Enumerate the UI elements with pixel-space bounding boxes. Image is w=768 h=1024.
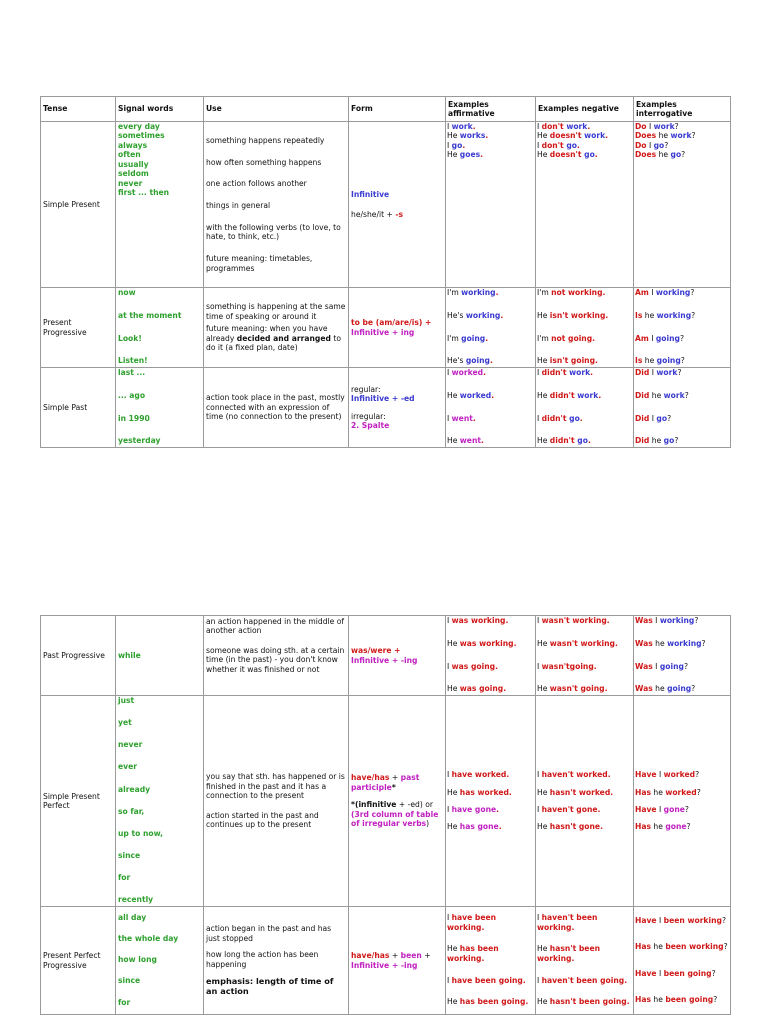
signal-word: never <box>118 740 143 750</box>
example-negative: I haven't been working. <box>537 913 598 932</box>
example-affirmative: He has gone. <box>447 822 502 832</box>
example-interrogative: Have I been working? <box>635 915 726 925</box>
signal-word: at the moment <box>118 310 182 320</box>
tense-name: Past Progressive <box>41 616 116 696</box>
signal-word: first ... then <box>118 188 170 198</box>
header-row <box>41 97 731 122</box>
example-negative: I didn't go. <box>537 413 583 423</box>
example-negative: He didn't go. <box>537 436 591 446</box>
example-negative: I wasn't working. <box>537 616 610 625</box>
tense-name: Simple Present Perfect <box>41 696 116 907</box>
example-affirmative: I work. <box>447 122 476 131</box>
example-interrogative: Do I work? <box>635 122 679 131</box>
example-negative: He wasn't working. <box>537 638 618 648</box>
header-tense: Tense <box>41 97 116 122</box>
use-text: future meaning: timetables, programmes <box>206 254 313 273</box>
example-interrogative: Has he worked? <box>635 787 701 797</box>
tense-name: Simple Past <box>41 368 116 448</box>
signal-word: already <box>118 784 151 794</box>
example-interrogative: Is he working? <box>635 310 696 320</box>
example-interrogative: Have I been going? <box>635 968 716 978</box>
form-cell: have/has + past participle* *(infinitive + -ed) or (3rd column of table of irregular verbs) <box>349 696 446 907</box>
tense-table-2 <box>40 615 731 1015</box>
use-text: something happens repeatedly <box>206 135 325 145</box>
example-affirmative: I worked. <box>447 368 486 377</box>
example-negative: He isn't working. <box>537 310 609 320</box>
use-text: action started in the past and continues up to the present <box>206 810 319 830</box>
example-interrogative: Has he been working? <box>635 942 728 951</box>
use-text: future meaning: when you have already decided and arranged to do it (a fixed plan, date) <box>206 324 341 353</box>
row-past-progressive <box>41 616 731 696</box>
signal-word: since <box>118 976 141 986</box>
signal-word: ever <box>118 762 137 772</box>
example-negative: I don't go. <box>537 140 580 150</box>
tense-table-1 <box>40 96 731 448</box>
example-affirmative: He was working. <box>447 638 517 648</box>
tense-name: Present Perfect Progressive <box>41 907 116 1015</box>
example-affirmative: He was going. <box>447 684 507 694</box>
use-text: action took place in the past, mostly connected with an expression of time (no connection to the present) <box>204 368 349 448</box>
example-affirmative: He's working. <box>447 310 504 320</box>
tense-name: Simple Present <box>41 122 116 288</box>
example-interrogative: Was I going? <box>635 661 688 671</box>
signal-word: yesterday <box>118 436 161 446</box>
use-text: one action follows another <box>206 179 307 189</box>
example-negative: He didn't work. <box>537 390 602 400</box>
example-interrogative: Am I going? <box>635 333 685 343</box>
header-signal-words: Signal words <box>116 97 204 122</box>
row-simple-present-perfect <box>41 696 731 907</box>
example-affirmative: He went. <box>447 436 484 446</box>
header-form: Form <box>349 97 446 122</box>
example-interrogative: Was he working? <box>635 638 706 648</box>
example-negative: He hasn't gone. <box>537 822 603 832</box>
signal-word: all day <box>118 912 147 922</box>
use-text: with the following verbs (to love, to hate, to think, etc.) <box>206 222 341 242</box>
example-interrogative: Was he going? <box>635 684 696 694</box>
example-interrogative: Is he going? <box>635 356 685 366</box>
example-affirmative: I went. <box>447 413 476 423</box>
signal-word: in 1990 <box>118 413 150 423</box>
signal-word: every day <box>118 122 160 131</box>
use-text: how often something happens <box>206 157 322 167</box>
example-interrogative: Was I working? <box>635 616 699 625</box>
form-cell: was/were + Infinitive + -ing <box>349 616 446 696</box>
example-affirmative: I have been working. <box>447 913 497 932</box>
signal-word: the whole day <box>118 934 179 944</box>
example-negative: I'm not working. <box>537 288 606 297</box>
example-affirmative: I have gone. <box>447 805 500 814</box>
example-interrogative: Did I work? <box>635 368 682 377</box>
example-interrogative: Has he been going? <box>635 995 718 1004</box>
example-interrogative: Does he work? <box>635 131 696 141</box>
signal-word: since <box>118 851 141 861</box>
header-examples-interrogative: Examples interrogative <box>634 97 731 122</box>
example-negative: He doesn't go. <box>537 150 598 160</box>
example-negative: He isn't going. <box>537 356 598 366</box>
use-text: action began in the past and has just stopped <box>206 924 332 943</box>
form-cell: to be (am/are/is) + Infinitive + ing <box>349 288 446 368</box>
example-affirmative: I was going. <box>447 661 498 671</box>
signal-word: while <box>118 650 141 660</box>
tense-name: Present Progressive <box>41 288 116 368</box>
example-negative: He wasn't going. <box>537 684 608 694</box>
signal-word: always <box>118 140 148 150</box>
example-interrogative: Did he go? <box>635 436 679 446</box>
form-cell: have/has + been + Infinitive + -ing <box>349 907 446 1015</box>
signal-word: up to now, <box>118 828 164 838</box>
signal-word: for <box>118 997 131 1007</box>
form-cell: Infinitive he/she/it + -s <box>349 122 446 288</box>
example-negative: I haven't gone. <box>537 805 601 814</box>
example-negative: I wasn'tgoing. <box>537 661 597 671</box>
use-text: an action happened in the middle of another action <box>206 617 345 636</box>
example-negative: I haven't been going. <box>537 975 628 985</box>
example-interrogative: Does he go? <box>635 150 686 160</box>
example-affirmative: I'm working. <box>447 288 499 297</box>
example-negative: I'm not going. <box>537 333 596 343</box>
example-negative: He hasn't been going. <box>537 997 630 1007</box>
signal-word: last ... <box>118 368 146 377</box>
example-interrogative: Have I worked? <box>635 770 700 780</box>
use-text: something is happening at the same time of speaking or around it <box>206 302 346 321</box>
example-affirmative: I have been going. <box>447 975 526 985</box>
example-affirmative: He worked. <box>447 390 495 400</box>
example-affirmative: He has worked. <box>447 787 512 797</box>
example-negative: I haven't worked. <box>537 770 611 780</box>
example-negative: He hasn't been working. <box>537 944 600 963</box>
example-affirmative: I'm going. <box>447 333 489 343</box>
form-cell: regular: Infinitive + -ed irregular: 2. Spalte <box>349 368 446 448</box>
example-interrogative: Did I go? <box>635 413 672 423</box>
example-interrogative: Did he work? <box>635 390 689 400</box>
header-examples-affirmative: Examples affirmative <box>446 97 536 122</box>
header-use: Use <box>204 97 349 122</box>
signal-word: ... ago <box>118 390 146 400</box>
example-affirmative: He works. <box>447 131 489 141</box>
row-present-perfect-progressive <box>41 907 731 1015</box>
signal-word: now <box>118 288 136 297</box>
row-simple-present <box>41 122 731 288</box>
example-affirmative: I go. <box>447 140 466 150</box>
example-interrogative: Has he gone? <box>635 822 691 832</box>
signal-word: sometimes <box>118 131 165 141</box>
signal-word: how long <box>118 955 157 965</box>
signal-word: yet <box>118 718 132 728</box>
example-affirmative: He has been working. <box>447 944 499 963</box>
signal-word: often <box>118 150 141 160</box>
example-negative: I didn't work. <box>537 368 594 377</box>
signal-word: usually <box>118 159 149 169</box>
signal-word: seldom <box>118 169 149 179</box>
example-affirmative: He has been going. <box>447 997 529 1007</box>
example-negative: I don't work. <box>537 122 591 131</box>
use-text: you say that sth. has happened or is finished in the past and it has a connection to the present <box>206 772 345 801</box>
row-simple-past <box>41 368 731 448</box>
example-affirmative: I have worked. <box>447 770 510 780</box>
signal-word: so far, <box>118 806 145 816</box>
signal-word: Listen! <box>118 356 148 366</box>
signal-word: recently <box>118 895 154 905</box>
use-text: things in general <box>206 201 271 211</box>
header-examples-negative: Examples negative <box>536 97 634 122</box>
example-affirmative: He goes. <box>447 150 484 160</box>
signal-word: just <box>118 696 135 705</box>
signal-word: Look! <box>118 333 142 343</box>
example-affirmative: He's going. <box>447 356 493 366</box>
use-text: someone was doing sth. at a certain time (in the past) - you don't know whether it was finished or not <box>206 645 345 674</box>
example-negative: He doesn't work. <box>537 131 609 141</box>
use-text: emphasis: length of time of an action <box>206 976 334 997</box>
signal-word: for <box>118 873 131 883</box>
example-negative: He hasn't worked. <box>537 787 614 797</box>
signal-word: never <box>118 178 143 188</box>
example-interrogative: Do I go? <box>635 140 669 150</box>
example-interrogative: Am I working? <box>635 288 695 297</box>
row-present-progressive <box>41 288 731 368</box>
use-text: how long the action has been happening <box>206 950 319 969</box>
example-affirmative: I was working. <box>447 616 509 625</box>
example-interrogative: Have I gone? <box>635 805 689 814</box>
